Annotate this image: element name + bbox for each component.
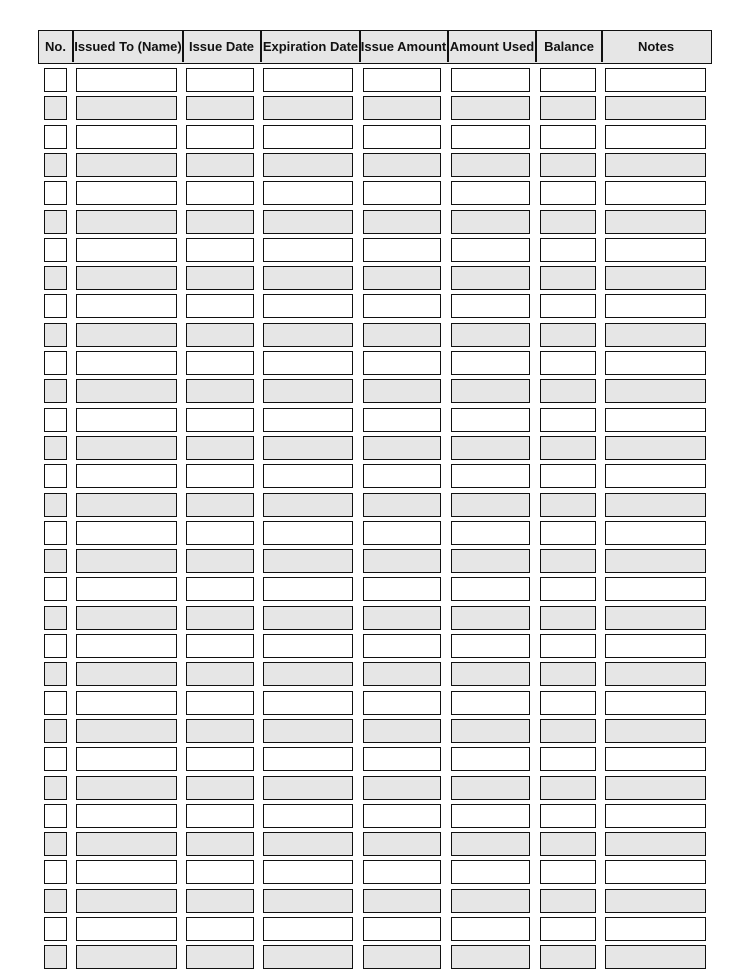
cell-no[interactable] — [44, 68, 67, 92]
cell-expiration-date[interactable] — [263, 832, 353, 856]
cell-expiration-date[interactable] — [263, 266, 353, 290]
cell-expiration-date[interactable] — [263, 238, 353, 262]
cell-issued-to[interactable] — [76, 719, 177, 743]
cell-issue-amount[interactable] — [363, 96, 441, 120]
cell-issue-date[interactable] — [186, 294, 254, 318]
cell-issue-date[interactable] — [186, 691, 254, 715]
cell-notes[interactable] — [605, 691, 706, 715]
cell-expiration-date[interactable] — [263, 379, 353, 403]
column-header-notes: Notes — [637, 39, 675, 54]
cell-expiration-date[interactable] — [263, 860, 353, 884]
cell-notes[interactable] — [605, 719, 706, 743]
cell-issue-amount[interactable] — [363, 408, 441, 432]
cell-notes[interactable] — [605, 577, 706, 601]
cell-issue-amount[interactable] — [363, 889, 441, 913]
cell-amount-used[interactable] — [451, 323, 530, 347]
cell-issue-amount[interactable] — [363, 379, 441, 403]
cell-issue-amount[interactable] — [363, 832, 441, 856]
cell-issue-date[interactable] — [186, 747, 254, 771]
cell-issued-to[interactable] — [76, 606, 177, 630]
cell-balance[interactable] — [540, 238, 596, 262]
cell-expiration-date[interactable] — [263, 577, 353, 601]
cell-issue-amount[interactable] — [363, 125, 441, 149]
cell-issue-amount[interactable] — [363, 294, 441, 318]
cell-issue-date[interactable] — [186, 96, 254, 120]
cell-issue-amount[interactable] — [363, 747, 441, 771]
cell-amount-used[interactable] — [451, 691, 530, 715]
cell-no[interactable] — [44, 351, 67, 375]
cell-balance[interactable] — [540, 549, 596, 573]
cell-amount-used[interactable] — [451, 153, 530, 177]
cell-balance[interactable] — [540, 153, 596, 177]
cell-no[interactable] — [44, 719, 67, 743]
cell-balance[interactable] — [540, 96, 596, 120]
cell-expiration-date[interactable] — [263, 125, 353, 149]
cell-balance[interactable] — [540, 351, 596, 375]
cell-issue-date[interactable] — [186, 125, 254, 149]
cell-issue-amount[interactable] — [363, 945, 441, 969]
cell-amount-used[interactable] — [451, 747, 530, 771]
cell-issue-amount[interactable] — [363, 181, 441, 205]
cell-amount-used[interactable] — [451, 351, 530, 375]
cell-notes[interactable] — [605, 747, 706, 771]
cell-balance[interactable] — [540, 691, 596, 715]
column-header-issue-date: Issue Date — [188, 39, 255, 54]
cell-issue-amount[interactable] — [363, 210, 441, 234]
cell-amount-used[interactable] — [451, 945, 530, 969]
cell-issue-date[interactable] — [186, 521, 254, 545]
cell-expiration-date[interactable] — [263, 323, 353, 347]
cell-balance[interactable] — [540, 210, 596, 234]
cell-balance[interactable] — [540, 521, 596, 545]
cell-notes[interactable] — [605, 917, 706, 941]
cell-amount-used[interactable] — [451, 662, 530, 686]
cell-expiration-date[interactable] — [263, 634, 353, 658]
cell-issue-date[interactable] — [186, 68, 254, 92]
cell-no[interactable] — [44, 436, 67, 460]
cell-no[interactable] — [44, 917, 67, 941]
cell-balance[interactable] — [540, 181, 596, 205]
cell-issue-date[interactable] — [186, 832, 254, 856]
cell-balance[interactable] — [540, 436, 596, 460]
cell-amount-used[interactable] — [451, 408, 530, 432]
cell-expiration-date[interactable] — [263, 68, 353, 92]
cell-notes[interactable] — [605, 521, 706, 545]
cell-amount-used[interactable] — [451, 776, 530, 800]
cell-issued-to[interactable] — [76, 294, 177, 318]
cell-amount-used[interactable] — [451, 889, 530, 913]
cell-no[interactable] — [44, 776, 67, 800]
cell-balance[interactable] — [540, 125, 596, 149]
cell-amount-used[interactable] — [451, 125, 530, 149]
cell-issued-to[interactable] — [76, 776, 177, 800]
cell-notes[interactable] — [605, 153, 706, 177]
cell-issued-to[interactable] — [76, 662, 177, 686]
cell-balance[interactable] — [540, 606, 596, 630]
column-header-no: No. — [45, 39, 66, 54]
cell-issue-date[interactable] — [186, 266, 254, 290]
cell-issue-amount[interactable] — [363, 634, 441, 658]
cell-notes[interactable] — [605, 606, 706, 630]
column-header-amount-used: Amount Used — [449, 39, 535, 54]
cell-expiration-date[interactable] — [263, 210, 353, 234]
cell-issue-date[interactable] — [186, 323, 254, 347]
cell-expiration-date[interactable] — [263, 493, 353, 517]
cell-no[interactable] — [44, 634, 67, 658]
cell-no[interactable] — [44, 408, 67, 432]
cell-issue-date[interactable] — [186, 408, 254, 432]
cell-no[interactable] — [44, 747, 67, 771]
cell-no[interactable] — [44, 294, 67, 318]
cell-expiration-date[interactable] — [263, 804, 353, 828]
cell-notes[interactable] — [605, 408, 706, 432]
cell-notes[interactable] — [605, 210, 706, 234]
cell-issued-to[interactable] — [76, 464, 177, 488]
cell-issue-amount[interactable] — [363, 436, 441, 460]
cell-issue-date[interactable] — [186, 776, 254, 800]
cell-no[interactable] — [44, 889, 67, 913]
cell-no[interactable] — [44, 464, 67, 488]
cell-balance[interactable] — [540, 379, 596, 403]
cell-issued-to[interactable] — [76, 238, 177, 262]
cell-issued-to[interactable] — [76, 379, 177, 403]
cell-issued-to[interactable] — [76, 634, 177, 658]
cell-issue-amount[interactable] — [363, 917, 441, 941]
cell-notes[interactable] — [605, 634, 706, 658]
cell-no[interactable] — [44, 493, 67, 517]
cell-issued-to[interactable] — [76, 408, 177, 432]
cell-issued-to[interactable] — [76, 804, 177, 828]
cell-issued-to[interactable] — [76, 181, 177, 205]
cell-notes[interactable] — [605, 351, 706, 375]
column-header-expiration-date: Expiration Date — [262, 39, 359, 54]
cell-notes[interactable] — [605, 662, 706, 686]
cell-no[interactable] — [44, 549, 67, 573]
cell-amount-used[interactable] — [451, 266, 530, 290]
cell-expiration-date[interactable] — [263, 408, 353, 432]
cell-amount-used[interactable] — [451, 634, 530, 658]
cell-issued-to[interactable] — [76, 860, 177, 884]
cell-expiration-date[interactable] — [263, 549, 353, 573]
cell-notes[interactable] — [605, 804, 706, 828]
cell-amount-used[interactable] — [451, 549, 530, 573]
cell-amount-used[interactable] — [451, 606, 530, 630]
cell-expiration-date[interactable] — [263, 181, 353, 205]
cell-notes[interactable] — [605, 945, 706, 969]
cell-no[interactable] — [44, 96, 67, 120]
cell-issued-to[interactable] — [76, 210, 177, 234]
cell-issue-date[interactable] — [186, 238, 254, 262]
cell-notes[interactable] — [605, 379, 706, 403]
cell-amount-used[interactable] — [451, 493, 530, 517]
cell-balance[interactable] — [540, 776, 596, 800]
cell-no[interactable] — [44, 238, 67, 262]
cell-notes[interactable] — [605, 96, 706, 120]
cell-notes[interactable] — [605, 294, 706, 318]
cell-issue-amount[interactable] — [363, 238, 441, 262]
cell-issue-date[interactable] — [186, 577, 254, 601]
cell-no[interactable] — [44, 323, 67, 347]
cell-issued-to[interactable] — [76, 832, 177, 856]
cell-expiration-date[interactable] — [263, 521, 353, 545]
cell-balance[interactable] — [540, 577, 596, 601]
cell-expiration-date[interactable] — [263, 945, 353, 969]
cell-amount-used[interactable] — [451, 832, 530, 856]
cell-balance[interactable] — [540, 832, 596, 856]
cell-balance[interactable] — [540, 662, 596, 686]
cell-no[interactable] — [44, 606, 67, 630]
cell-no[interactable] — [44, 662, 67, 686]
cell-expiration-date[interactable] — [263, 719, 353, 743]
cell-balance[interactable] — [540, 945, 596, 969]
cell-issue-date[interactable] — [186, 804, 254, 828]
cell-issued-to[interactable] — [76, 125, 177, 149]
cell-no[interactable] — [44, 125, 67, 149]
cell-amount-used[interactable] — [451, 436, 530, 460]
cell-issued-to[interactable] — [76, 917, 177, 941]
cell-issue-amount[interactable] — [363, 662, 441, 686]
cell-notes[interactable] — [605, 832, 706, 856]
cell-amount-used[interactable] — [451, 294, 530, 318]
cell-issue-amount[interactable] — [363, 549, 441, 573]
cell-issue-amount[interactable] — [363, 776, 441, 800]
cell-balance[interactable] — [540, 747, 596, 771]
cell-issue-date[interactable] — [186, 436, 254, 460]
table-header-row — [38, 30, 712, 64]
cell-issue-amount[interactable] — [363, 493, 441, 517]
cell-expiration-date[interactable] — [263, 662, 353, 686]
cell-no[interactable] — [44, 804, 67, 828]
cell-amount-used[interactable] — [451, 238, 530, 262]
cell-expiration-date[interactable] — [263, 606, 353, 630]
cell-amount-used[interactable] — [451, 96, 530, 120]
cell-no[interactable] — [44, 379, 67, 403]
column-header-issued-to: Issued To (Name) — [74, 39, 182, 54]
cell-amount-used[interactable] — [451, 521, 530, 545]
cell-issued-to[interactable] — [76, 323, 177, 347]
cell-balance[interactable] — [540, 408, 596, 432]
cell-expiration-date[interactable] — [263, 691, 353, 715]
cell-issued-to[interactable] — [76, 266, 177, 290]
cell-issue-amount[interactable] — [363, 606, 441, 630]
column-header-balance: Balance — [544, 39, 594, 54]
cell-issue-date[interactable] — [186, 634, 254, 658]
cell-notes[interactable] — [605, 860, 706, 884]
cell-issue-amount[interactable] — [363, 153, 441, 177]
cell-expiration-date[interactable] — [263, 294, 353, 318]
cell-no[interactable] — [44, 945, 67, 969]
cell-balance[interactable] — [540, 860, 596, 884]
cell-balance[interactable] — [540, 889, 596, 913]
cell-issue-date[interactable] — [186, 210, 254, 234]
cell-amount-used[interactable] — [451, 68, 530, 92]
cell-issue-date[interactable] — [186, 945, 254, 969]
cell-issue-date[interactable] — [186, 917, 254, 941]
cell-expiration-date[interactable] — [263, 464, 353, 488]
cell-issue-amount[interactable] — [363, 68, 441, 92]
cell-issue-amount[interactable] — [363, 323, 441, 347]
cell-no[interactable] — [44, 266, 67, 290]
cell-issued-to[interactable] — [76, 577, 177, 601]
cell-issue-date[interactable] — [186, 493, 254, 517]
cell-issue-amount[interactable] — [363, 860, 441, 884]
cell-notes[interactable] — [605, 464, 706, 488]
cell-amount-used[interactable] — [451, 464, 530, 488]
cell-amount-used[interactable] — [451, 379, 530, 403]
cell-amount-used[interactable] — [451, 804, 530, 828]
cell-issue-date[interactable] — [186, 351, 254, 375]
cell-expiration-date[interactable] — [263, 96, 353, 120]
cell-expiration-date[interactable] — [263, 153, 353, 177]
cell-issue-amount[interactable] — [363, 351, 441, 375]
cell-issue-amount[interactable] — [363, 804, 441, 828]
cell-issued-to[interactable] — [76, 691, 177, 715]
cell-issue-date[interactable] — [186, 662, 254, 686]
cell-expiration-date[interactable] — [263, 889, 353, 913]
cell-notes[interactable] — [605, 181, 706, 205]
cell-balance[interactable] — [540, 634, 596, 658]
cell-no[interactable] — [44, 577, 67, 601]
cell-balance[interactable] — [540, 804, 596, 828]
cell-amount-used[interactable] — [451, 860, 530, 884]
cell-issued-to[interactable] — [76, 521, 177, 545]
cell-issue-amount[interactable] — [363, 719, 441, 743]
cell-balance[interactable] — [540, 323, 596, 347]
cell-issue-amount[interactable] — [363, 266, 441, 290]
cell-issue-amount[interactable] — [363, 577, 441, 601]
cell-issued-to[interactable] — [76, 493, 177, 517]
cell-expiration-date[interactable] — [263, 776, 353, 800]
cell-expiration-date[interactable] — [263, 436, 353, 460]
cell-issued-to[interactable] — [76, 747, 177, 771]
cell-expiration-date[interactable] — [263, 351, 353, 375]
cell-notes[interactable] — [605, 125, 706, 149]
cell-amount-used[interactable] — [451, 181, 530, 205]
cell-balance[interactable] — [540, 493, 596, 517]
cell-amount-used[interactable] — [451, 917, 530, 941]
cell-issued-to[interactable] — [76, 945, 177, 969]
cell-no[interactable] — [44, 691, 67, 715]
cell-amount-used[interactable] — [451, 719, 530, 743]
cell-no[interactable] — [44, 832, 67, 856]
cell-balance[interactable] — [540, 68, 596, 92]
cell-amount-used[interactable] — [451, 577, 530, 601]
cell-issued-to[interactable] — [76, 889, 177, 913]
cell-issue-date[interactable] — [186, 860, 254, 884]
column-header-issue-amount: Issue Amount — [360, 39, 447, 54]
cell-no[interactable] — [44, 860, 67, 884]
cell-issue-amount[interactable] — [363, 464, 441, 488]
cell-issue-date[interactable] — [186, 379, 254, 403]
cell-issue-date[interactable] — [186, 181, 254, 205]
cell-notes[interactable] — [605, 68, 706, 92]
cell-issued-to[interactable] — [76, 436, 177, 460]
cell-issue-date[interactable] — [186, 719, 254, 743]
cell-notes[interactable] — [605, 549, 706, 573]
cell-issue-date[interactable] — [186, 549, 254, 573]
cell-notes[interactable] — [605, 323, 706, 347]
cell-no[interactable] — [44, 521, 67, 545]
cell-issue-amount[interactable] — [363, 691, 441, 715]
cell-issue-date[interactable] — [186, 889, 254, 913]
cell-issued-to[interactable] — [76, 153, 177, 177]
cell-no[interactable] — [44, 181, 67, 205]
cell-issue-amount[interactable] — [363, 521, 441, 545]
cell-notes[interactable] — [605, 238, 706, 262]
cell-issued-to[interactable] — [76, 96, 177, 120]
cell-expiration-date[interactable] — [263, 747, 353, 771]
cell-balance[interactable] — [540, 266, 596, 290]
cell-amount-used[interactable] — [451, 210, 530, 234]
cell-notes[interactable] — [605, 889, 706, 913]
cell-issued-to[interactable] — [76, 68, 177, 92]
cell-no[interactable] — [44, 153, 67, 177]
cell-expiration-date[interactable] — [263, 917, 353, 941]
cell-issue-date[interactable] — [186, 464, 254, 488]
cell-notes[interactable] — [605, 493, 706, 517]
cell-issue-date[interactable] — [186, 153, 254, 177]
cell-issue-date[interactable] — [186, 606, 254, 630]
cell-notes[interactable] — [605, 266, 706, 290]
cell-issued-to[interactable] — [76, 549, 177, 573]
cell-issued-to[interactable] — [76, 351, 177, 375]
cell-balance[interactable] — [540, 917, 596, 941]
cell-balance[interactable] — [540, 719, 596, 743]
cell-no[interactable] — [44, 210, 67, 234]
cell-notes[interactable] — [605, 776, 706, 800]
cell-notes[interactable] — [605, 436, 706, 460]
cell-balance[interactable] — [540, 464, 596, 488]
cell-balance[interactable] — [540, 294, 596, 318]
